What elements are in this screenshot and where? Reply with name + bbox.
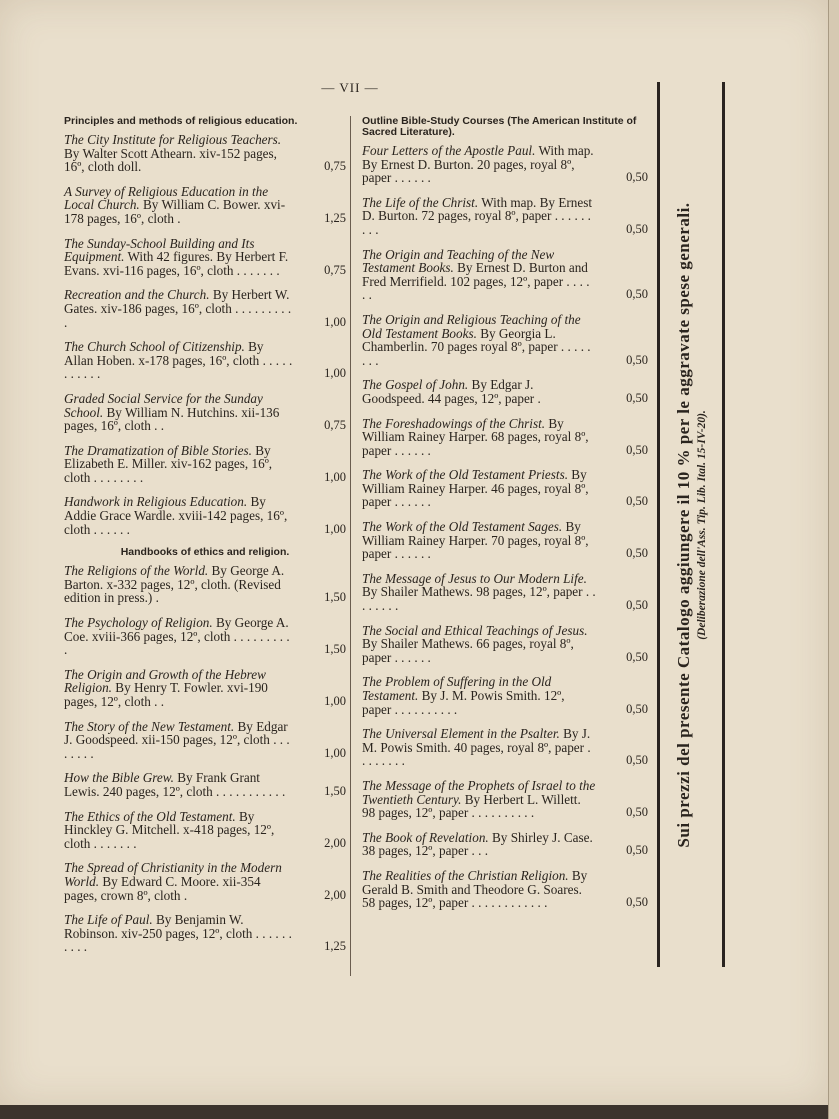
catalog-entry xyxy=(64,668,346,709)
bible-study-list xyxy=(362,144,648,910)
book-price: 1,25 xyxy=(324,210,346,225)
book-price: 0,50 xyxy=(626,221,648,236)
book-details: By Ernest D. Burton and Fred Merrifield. 102 pages, 12º, paper . . . . . . xyxy=(362,260,590,303)
price-notice-deliberation: (Deliberazione dell'Ass. Tip. Lib. Ital. 15-IV-20). xyxy=(696,409,708,640)
book-details: By Frank Grant Lewis. 240 pages, 12º, cloth . . . . . . . . . . . xyxy=(64,770,286,799)
book-details: By J. M. Powis Smith. 12º, paper . . . . . . . . . . xyxy=(362,688,565,717)
catalog-entry xyxy=(64,288,346,329)
book-details: By Georgia L. Chamberlin. 70 pages royal 8º, paper . . . . . . . . xyxy=(362,325,591,368)
book-details: With 42 figures. By Herbert F. Evans. xvi-116 pages, 16º, cloth . . . . . . . xyxy=(64,249,289,278)
catalog-entry xyxy=(64,185,346,226)
price-notice-main: Sui prezzi del presente Catalogo aggiungere il 10 % per le aggravate spese generali. xyxy=(674,201,693,848)
column-divider xyxy=(350,116,351,976)
book-title: The Origin and Growth of the Hebrew Religion. xyxy=(64,666,266,696)
religious-education-list xyxy=(64,133,346,536)
book-title: The Spread of Christianity in the Modern World. xyxy=(64,860,282,889)
catalog-entry xyxy=(362,313,648,367)
left-column xyxy=(64,116,346,965)
book-title: The Story of the New Testament. xyxy=(64,718,235,734)
book-title: The Message of Jesus to Our Modern Life. xyxy=(362,570,587,586)
book-title: How the Bible Grew. xyxy=(64,770,174,786)
catalog-entry xyxy=(362,869,648,910)
book-details: By William Rainey Harper. 46 pages, royal 8º, paper . . . . . . xyxy=(362,467,589,510)
section-heading-ethics-religion: Handbooks of ethics and religion. xyxy=(120,546,290,559)
section-heading-religious-education: Principles and methods of religious education. xyxy=(64,115,298,127)
book-title: A Survey of Religious Education in the Local Church. xyxy=(64,183,269,213)
book-details: By George A. Barton. x-332 pages, 12º, cloth. (Revised edition in press.) . xyxy=(64,563,285,606)
book-price: 1,00 xyxy=(324,469,346,484)
catalog-entry xyxy=(362,727,648,768)
book-title: Handwork in Religious Education. xyxy=(64,494,248,510)
book-details: By Edward C. Moore. xii-354 pages, crown 8º, cloth . xyxy=(64,873,261,903)
book-details: With map. By Ernest D. Burton. 20 pages, royal 8º, paper . . . . . . xyxy=(362,143,594,186)
book-price: 0,50 xyxy=(626,170,648,185)
book-details: By Walter Scott Athearn. xiv-152 pages, 16º, cloth doll. xyxy=(64,145,277,175)
book-title: The Life of the Christ. xyxy=(362,194,479,210)
catalog-entry xyxy=(64,444,346,485)
book-price: 1,50 xyxy=(324,783,346,798)
book-price: 1,00 xyxy=(324,521,346,536)
book-price: 0,50 xyxy=(626,843,648,858)
catalog-entry xyxy=(64,495,346,536)
catalog-entry xyxy=(362,196,648,237)
book-title: The Sunday-School Building and Its Equipment. xyxy=(64,235,255,265)
book-details: By William N. Hutchins. xii-136 pages, 16º, cloth . . xyxy=(64,404,280,434)
book-details: By Herbert L. Willett. 98 pages, 12º, paper . . . . . . . . . . xyxy=(362,791,581,821)
catalog-entry xyxy=(64,861,346,902)
book-title: The Work of the Old Testament Sages. xyxy=(362,519,563,535)
catalog-entry xyxy=(362,572,648,613)
book-title: The Book of Revelation. xyxy=(362,829,489,845)
book-title: Four Letters of the Apostle Paul. xyxy=(362,143,536,158)
book-price: 0,50 xyxy=(626,494,648,509)
book-price: 0,50 xyxy=(626,701,648,716)
ethics-religion-list xyxy=(64,564,346,954)
book-title: The Ethics of the Old Testament. xyxy=(64,808,236,824)
book-details: By Shailer Mathews. 66 pages, royal 8º, paper . . . . . . xyxy=(362,636,574,665)
catalog-entry xyxy=(64,810,346,851)
book-title: The Foreshadowings of the Christ. xyxy=(362,415,546,431)
book-title: The City Institute for Religious Teachers. xyxy=(64,132,282,147)
catalog-entry xyxy=(362,248,648,302)
book-price: 1,00 xyxy=(324,694,346,708)
book-title: The Origin and Religious Teaching of the Old Testament Books. xyxy=(362,311,581,341)
price-notice-text xyxy=(674,202,708,847)
book-price: 0,50 xyxy=(626,546,648,561)
catalog-entry xyxy=(362,417,648,458)
book-details: By Herbert W. Gates. xiv-186 pages, 16º, cloth . . . . . . . . . . xyxy=(64,287,292,330)
book-title: The Gospel of John. xyxy=(362,377,469,393)
catalog-entry xyxy=(64,564,346,605)
book-price: 2,00 xyxy=(324,887,346,902)
catalog-entry xyxy=(362,831,648,858)
book-title: The Religions of the World. xyxy=(64,563,209,579)
book-details: By William Rainey Harper. 68 pages, royal 8º, paper . . . . . . xyxy=(362,415,589,458)
catalog-entry xyxy=(64,392,346,433)
book-details: By Shirley J. Case. 38 pages, 12º, paper . . . xyxy=(362,829,593,859)
book-price: 1,25 xyxy=(324,939,346,954)
book-price: 2,00 xyxy=(324,835,346,850)
book-details: By Edgar J. Goodspeed. 44 pages, 12º, paper . xyxy=(362,377,541,406)
middle-column xyxy=(362,116,648,921)
catalog-entry xyxy=(64,616,346,657)
catalog-entry xyxy=(64,237,346,278)
book-price: 1,50 xyxy=(324,642,346,657)
book-title: Graded Social Service for the Sunday School. xyxy=(64,390,263,420)
book-title: The Problem of Suffering in the Old Testament. xyxy=(362,674,552,703)
book-price: 0,75 xyxy=(324,262,346,277)
book-title: The Life of Paul. xyxy=(64,912,153,928)
book-details: By Hinckley G. Mitchell. x-418 pages, 12º, cloth . . . . . . . xyxy=(64,808,275,851)
book-price: 0,75 xyxy=(324,159,346,174)
book-details: By Henry T. Fowler. xvi-190 pages, 12º, cloth . . xyxy=(64,680,268,709)
book-details: With map. By Ernest D. Burton. 72 pages, royal 8º, paper . . . . . . . . . xyxy=(362,194,593,237)
book-title: The Realities of the Christian Religion. xyxy=(362,867,569,883)
catalog-entry xyxy=(64,720,346,761)
catalog-entry xyxy=(64,771,346,798)
book-price: 1,00 xyxy=(324,314,346,329)
catalog-entry xyxy=(362,144,648,185)
book-title: The Universal Element in the Psalter. xyxy=(362,726,560,742)
book-details: By Edgar J. Goodspeed. xii-150 pages, 12º, cloth . . . . . . . . xyxy=(64,718,290,761)
catalog-entry xyxy=(362,520,648,561)
book-price: 0,50 xyxy=(626,287,648,302)
catalog-entry xyxy=(64,340,346,381)
book-details: By George A. Coe. xviii-366 pages, 12º, cloth . . . . . . . . . . xyxy=(64,615,290,658)
book-details: By Allan Hoben. x-178 pages, 16º, cloth . . . . . . . . . . . xyxy=(64,339,293,382)
catalog-entry xyxy=(64,133,346,174)
section-heading-bible-study: Outline Bible-Study Courses (The American Institute of Sacred Literature). xyxy=(362,115,637,138)
book-price: 1,50 xyxy=(324,590,346,605)
book-price: 1,00 xyxy=(324,745,346,760)
book-price: 0,50 xyxy=(626,598,648,613)
book-title: The Social and Ethical Teachings of Jesus. xyxy=(362,622,588,638)
book-title: The Church School of Citizenship. xyxy=(64,339,245,355)
book-title: The Message of the Prophets of Israel to the Twentieth Century. xyxy=(362,777,596,807)
catalog-entry xyxy=(362,468,648,509)
price-notice-box xyxy=(657,82,725,967)
book-price: 0,50 xyxy=(626,895,648,910)
catalog-entry xyxy=(362,675,648,716)
book-price: 0,50 xyxy=(626,352,648,367)
page-number: — VII — xyxy=(321,80,379,95)
book-price: 0,50 xyxy=(626,753,648,768)
book-details: By William Rainey Harper. 70 pages, royal 8º, paper . . . . . . xyxy=(362,519,589,562)
book-price: 1,00 xyxy=(324,366,346,381)
book-details: By Elizabeth E. Miller. xiv-162 pages, 16º, cloth . . . . . . . . xyxy=(64,442,273,485)
book-price: 0,50 xyxy=(626,442,648,457)
catalog-entry xyxy=(64,913,346,954)
book-details: By Benjamin W. Robinson. xiv-250 pages, 12º, cloth . . . . . . . . . . xyxy=(64,912,292,955)
catalog-entry xyxy=(362,378,648,405)
book-title: The Origin and Teaching of the New Testament Books. xyxy=(362,246,555,276)
book-price: 0,50 xyxy=(626,390,648,405)
catalog-entry xyxy=(362,779,648,820)
book-title: Recreation and the Church. xyxy=(64,287,210,303)
book-title: The Dramatization of Bible Stories. xyxy=(64,442,252,458)
book-details: By William C. Bower. xvi-178 pages, 16º, cloth . xyxy=(64,197,286,226)
book-price: 0,50 xyxy=(626,649,648,664)
book-details: By Addie Grace Wardle. xviii-142 pages, 16º, cloth . . . . . . xyxy=(64,494,288,537)
page-edge xyxy=(828,0,839,1119)
book-details: By J. M. Powis Smith. 40 pages, royal 8º, paper . . . . . . . . xyxy=(362,726,591,769)
book-details: By Shailer Mathews. 98 pages, 12º, paper . . . . . . . . xyxy=(362,584,596,614)
book-title: The Work of the Old Testament Priests. xyxy=(362,467,568,483)
book-details: By Gerald B. Smith and Theodore G. Soares. 58 pages, 12º, paper . . . . . . . . . . . . xyxy=(362,867,588,911)
book-title: The Psychology of Religion. xyxy=(64,615,213,631)
catalog-entry xyxy=(362,624,648,665)
book-price: 0,50 xyxy=(626,805,648,820)
book-price: 0,75 xyxy=(324,418,346,433)
